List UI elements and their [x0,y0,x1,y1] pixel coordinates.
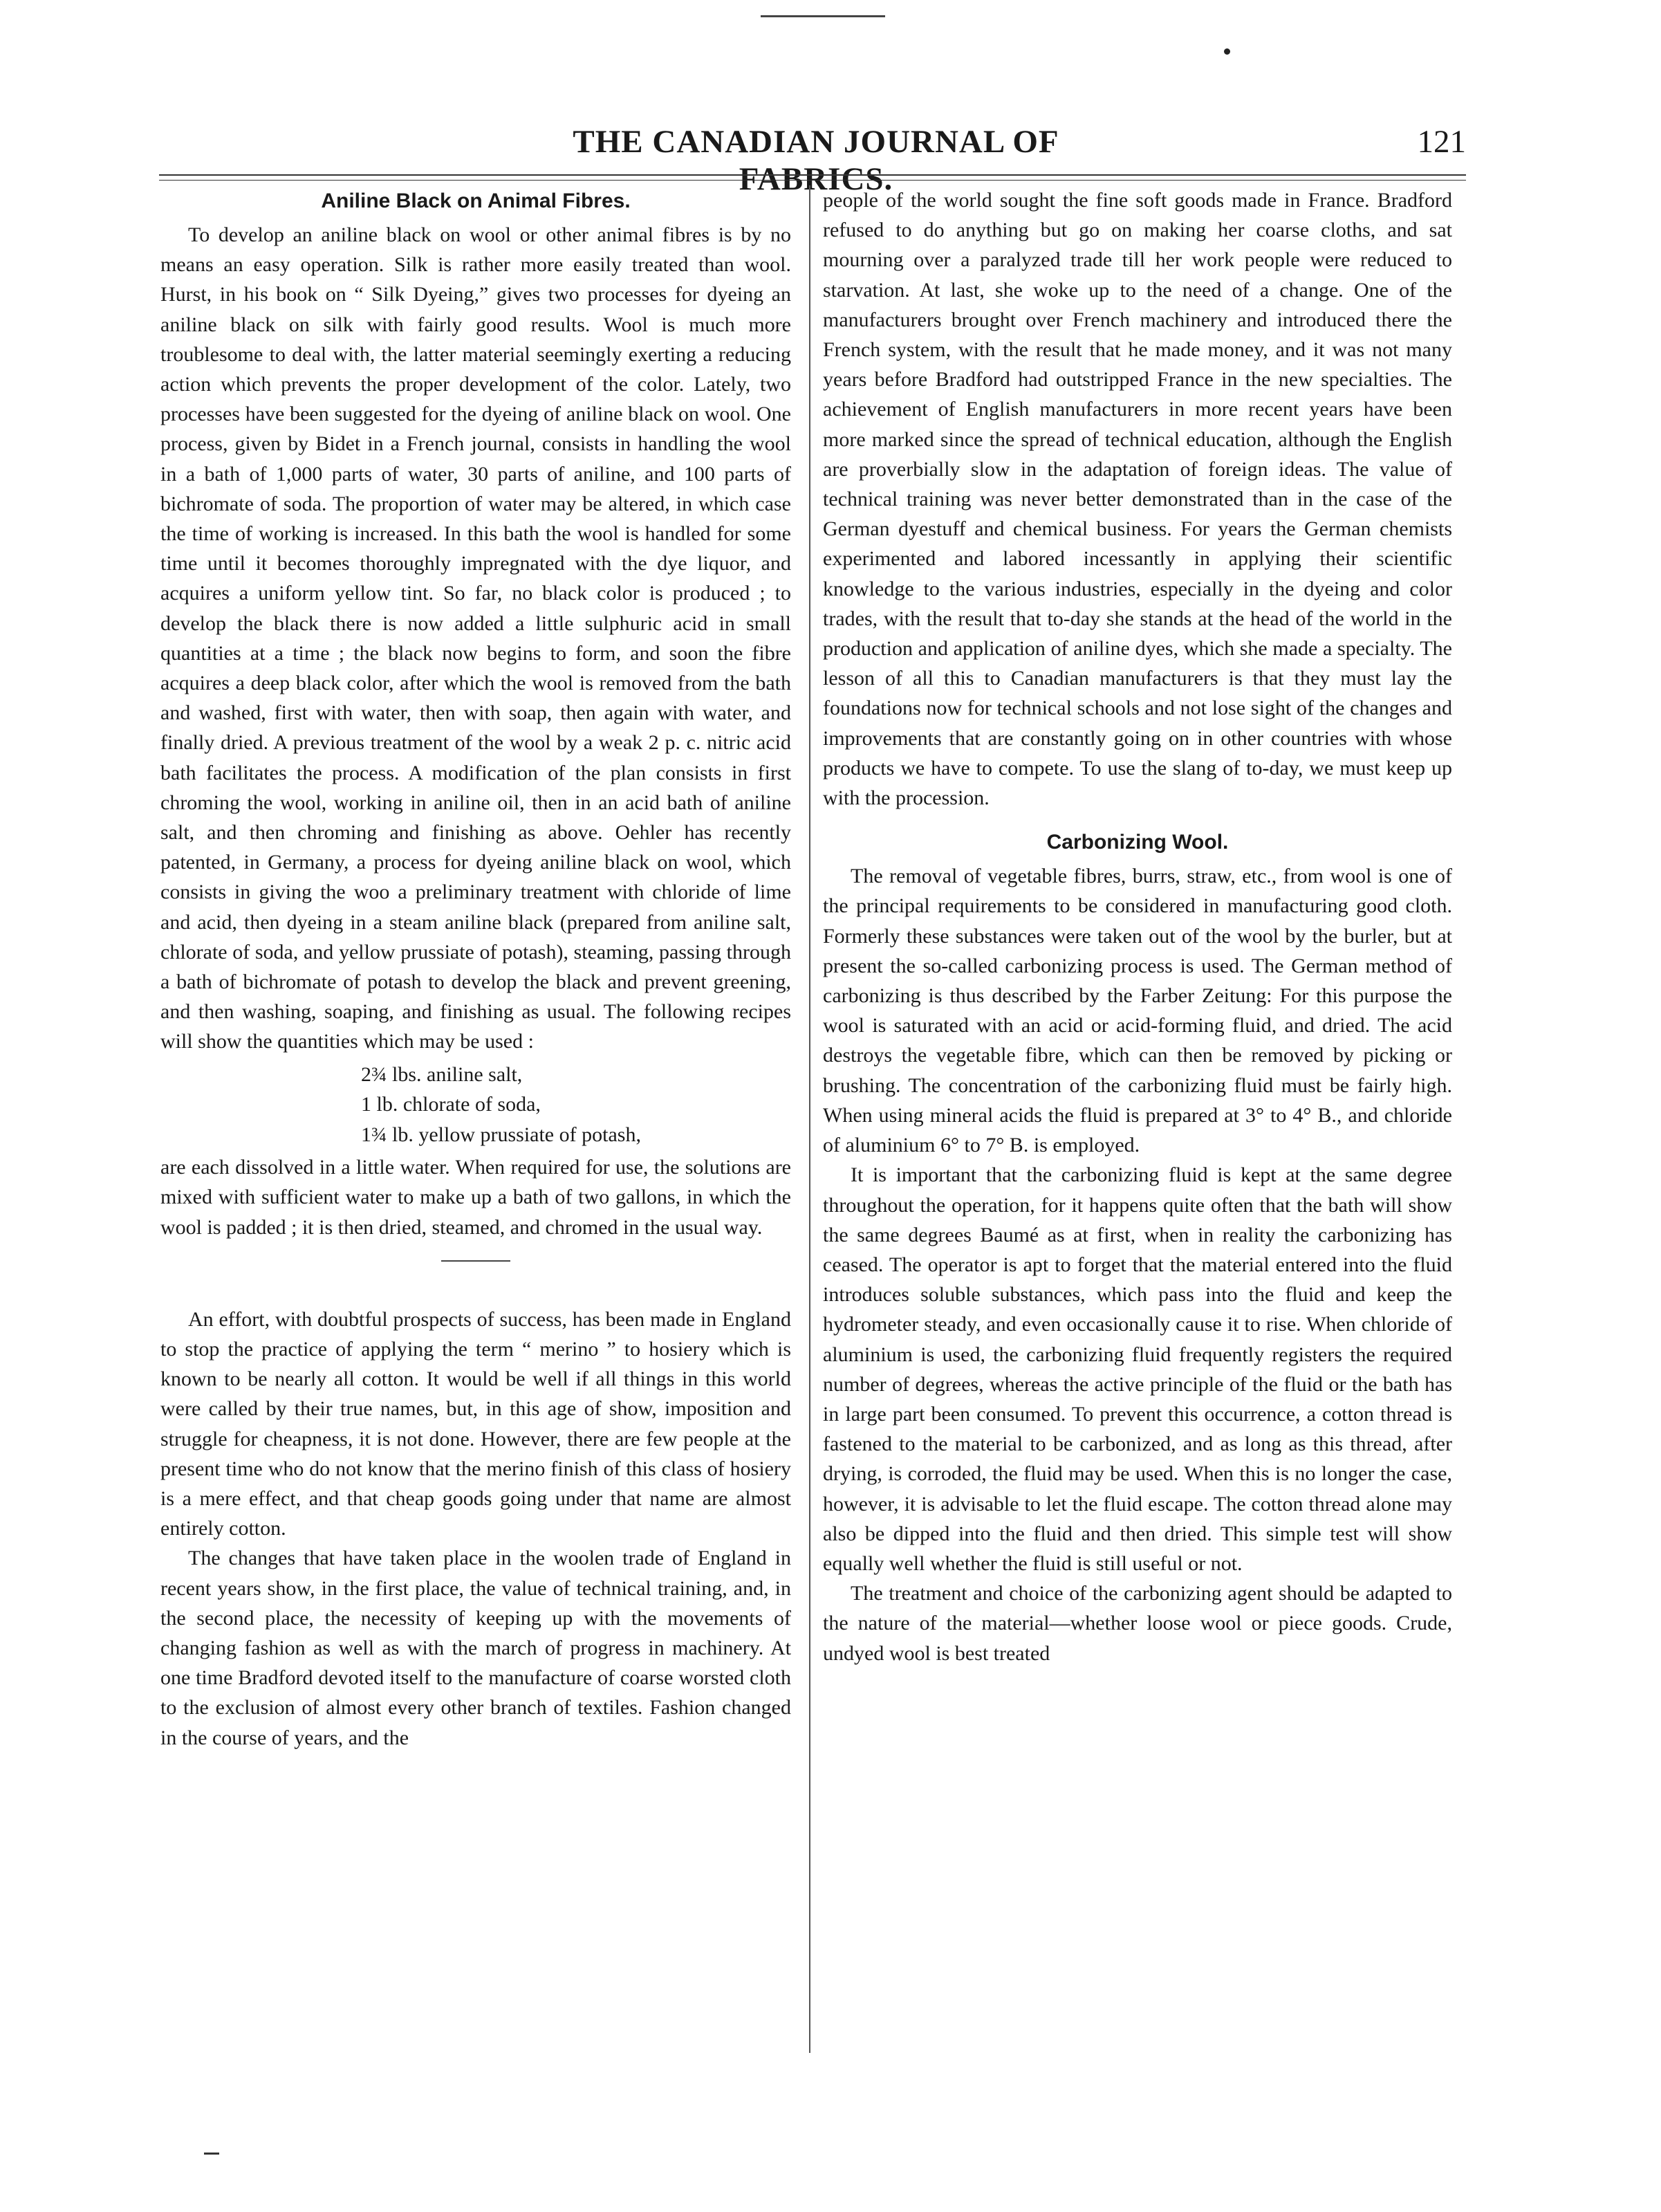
article-paragraph: To develop an aniline black on wool or other animal fibres is by no means an easy operation. Silk is rather more easily treated than wool. Hurst, in his book on “ Silk Dyeing,” gives two processes for dyeing an aniline black on silk with fairly good results. Wool is much more troublesome to deal with, the latter material seemingly exerting a reducing action which prevents the proper development of the color. Lately, two processes have been suggested for the dyeing of aniline black on wool. One process, given by Bidet in a French journal, consists in handling the wool in a bath of 1,000 parts of water, 30 parts of aniline, and 100 parts of bichromate of soda. The proportion of water may be altered, in which case the time of working is increased. In this bath the wool is handled for some time until it becomes thoroughly impregnated with the dye liquor, and acquires a uniform yellow tint. So far, no black color is produced ; to develop the black there is now added a little sulphuric acid in small quantities at a time ; the black now begins to form, and soon the fibre acquires a deep black color, after which the wool is removed from the bath and washed, first with water, then with soap, then again with water, and finally dried. A previous treatment of the wool by a weak 2 p. c. nitric acid bath facilitates the process. A modification of the plan consists in first chroming the wool, working in aniline oil, then in an acid bath of aniline salt, and then chroming and finishing as above. Oehler has recently patented, in Germany, a process for dyeing aniline black on wool, which consists in giving the woo a preliminary treatment with chloride of lime and acid, then dyeing in a steam aniline black (prepared from aniline salt, chlorate of soda, and yellow prussiate of potash), steaming, passing through a bath of bichromate of potash to develop the black and prevent greening, and then washing, soaping, and finishing as usual. The following recipes will show the quantities which may be used : [160,223,791,1053]
page-number: 121 [1417,124,1466,160]
article-paragraph: The removal of vegetable fibres, burrs, straw, etc., from wool is one of the principal requirements to be considered in manufacturing good cloth. Formerly these substances were taken out of the wool by the burler, but at present the so-called carbonizing process is used. The German method of carbonizing is thus described by the Farber Zeitung: For this purpose the wool is saturated with an acid or acid-forming fluid, and dried. The acid destroys the vegetable fibre, which can then be removed by picking or brushing. The concentration of the carbonizing fluid must be fairly high. When using mineral acids the fluid is prepared at 3° to 4° B., and chloride of aluminium 6° to 7° B. is employed. [823,865,1452,1157]
article-paragraph-continued: people of the world sought the fine soft goods made in France. Bradford refused to do anything but go on making her coarse cloths, and sat mourning over a paralyzed trade till her work people were reduced to starvation. At last, she woke up to the need of a change. One of the manufacturers brought over French machinery and introduced there the French system, with the result that he made money, and it was not many years before Bradford had outstripped France in the new specialties. The achievement of English manufacturers in more recent years have been more marked since the spread of technical education, although the English are proverbially slow in the adaptation of foreign ideas. The value of technical training was never better demonstrated than in the case of the German dyestuff and chemical business. For years the German chemists experimented and labored incessantly in applying their scientific knowledge to the various industries, especially in the dyeing and color trades, with the result that to-day she stands at the head of the world in the production and application of aniline dyes, which she made a specialty. The lesson of all this to Canadian manufacturers is that they must lay the foundations now for technical schools and not lose sight of the changes and improvements that are constantly going on in other countries with whose products we have to compete. To use the slang of to-day, we must keep up with the procession. [823,189,1452,810]
recipe-list [361,1060,791,1150]
recipe-item: 1¾ lb. yellow prussiate of potash, [361,1123,641,1146]
section-separator [441,1260,510,1262]
ink-speck [1224,48,1230,55]
article-paragraph-merino: An effort, with doubtful prospects of success, has been made in England to stop the practice of applying the term “ merino ” to hosiery which is known to be nearly all cotton. It would be well if all things in this world were called by their true names, but, in this age of show, imposition and struggle for cheapness, it is not done. However, there are few people at the present time who do not know that the merino finish of this class of hosiery is a mere effect, and that cheap goods going under that name are almost entirely cotton. [160,1307,791,1540]
article-paragraph: It is important that the carbonizing fluid is kept at the same degree throughout the operation, for it happens quite often that the bath will show the same degrees Baumé as at first, when in reality the carbonizing has ceased. The operator is apt to forget that the material entered into the fluid introduces soluble substances, which pass into the fluid and keep the hydrometer steady, and even occasionally cause it to rise. When chloride of aluminium is used, the carbonizing fluid frequently registers the required number of degrees, whereas the active principle of the fluid or the bath has in large part been consumed. To prevent this occurrence, a cotton thread is fastened to the material to be carbonized, and as long as this thread, after drying, is corroded, the fluid may be used. When this is no longer the case, however, it is advisable to let the fluid escape. The cotton thread alone may also be dipped into the fluid and then dried. This simple test will show equally well whether the fluid is still useful or not. [823,1163,1452,1575]
bottom-margin-mark [204,2153,219,2155]
recipe-item: 1 lb. chlorate of soda, [361,1093,541,1116]
recipe-item: 2¾ lbs. aniline salt, [361,1062,523,1086]
right-column [823,185,1452,1668]
page-header [159,123,1466,197]
article-paragraph: are each dissolved in a little water. When required for use, the solutions are mixed with sufficient water to make up a bath of two gallons, in which the wool is padded ; it is then dried, steamed, and chromed in the usual way. [160,1156,791,1239]
article-heading-carbonizing-wool: Carbonizing Wool. [1046,831,1229,854]
left-column [160,185,791,1753]
header-rule-upper [159,174,1466,176]
article-paragraph: The treatment and choice of the carbonizing agent should be adapted to the nature of the material—whether loose wool or piece goods. Crude, undyed wool is best treated [823,1582,1452,1665]
article-heading-aniline-black: Aniline Black on Animal Fibres. [321,190,631,212]
column-divider [809,185,810,2053]
article-paragraph-technical-training: The changes that have taken place in the woolen trade of England in recent years show, in the first place, the value of technical training, and, in the second place, the necessity of keeping up with the movements of changing fashion as well as with the march of progress in machinery. At one time Bradford devoted itself to the manufacture of coarse worsted cloth to the exclusion of almost every other branch of textiles. Fashion changed in the course of years, and the [160,1547,791,1749]
journal-title: THE CANADIAN JOURNAL OF FABRICS. [573,124,1059,197]
top-margin-rule [761,15,885,17]
header-rule-lower [159,180,1466,181]
